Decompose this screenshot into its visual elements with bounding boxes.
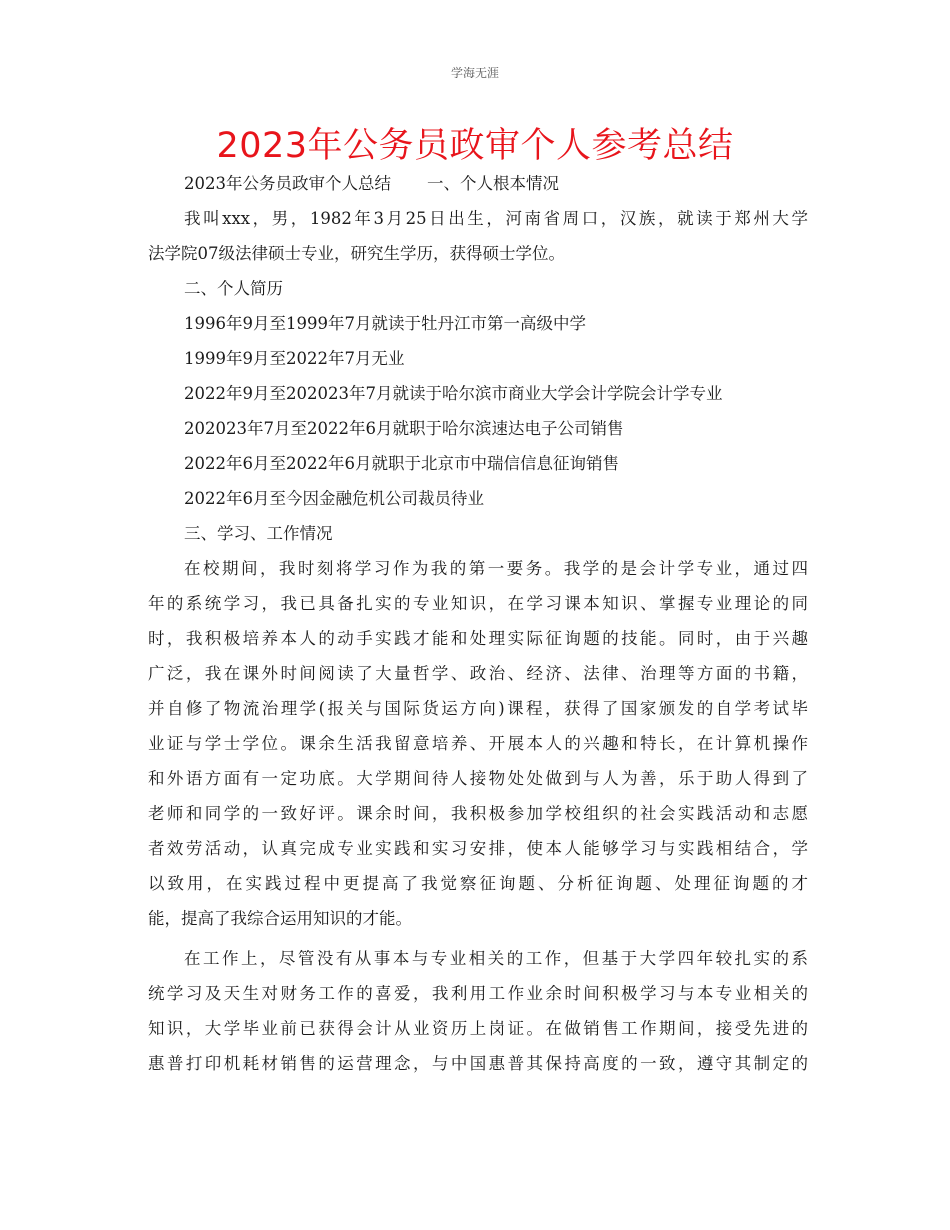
resume-item: 1999年9月至2022年7月无业 <box>184 349 405 368</box>
paragraph-line: 知识，大学毕业前已获得会计从业资历上岗证。在做销售工作期间，接受先进的 <box>148 1019 808 1038</box>
paragraph-line: 广泛，我在课外时间阅读了大量哲学、政治、经济、法律、治理等方面的书籍， <box>148 664 808 683</box>
resume-item: 2022年6月至今因金融危机公司裁员待业 <box>184 489 484 508</box>
intro-title: 2023年公务员政审个人总结 <box>184 174 391 193</box>
section-heading-resume: 二、个人简历 <box>184 279 283 298</box>
basic-info-line: 法学院07级法律硕士专业，研究生学历，获得硕士学位。 <box>148 244 565 263</box>
paragraph-line: 以致用，在实践过程中更提高了我觉察征询题、分析征询题、处理征询题的才 <box>148 874 808 893</box>
paragraph-line: 和外语方面有一定功底。大学期间待人接物处处做到与人为善，乐于助人得到了 <box>148 769 808 788</box>
paragraph-line: 时，我积极培养本人的动手实践才能和处理实际征询题的技能。同时，由于兴趣 <box>148 629 808 648</box>
intro-line <box>148 166 808 201</box>
paragraph-line: 惠普打印机耗材销售的运营理念，与中国惠普其保持高度的一致，遵守其制定的 <box>148 1054 808 1073</box>
document-body <box>148 166 808 1081</box>
paragraph-line: 统学习及天生对财务工作的喜爱，我利用工作业余时间积极学习与本专业相关的 <box>148 984 808 1003</box>
paragraph-line: 年的系统学习，我已具备扎实的专业知识，在学习课本知识、掌握专业理论的同 <box>148 594 808 613</box>
paragraph-line: 在工作上，尽管没有从事本与专业相关的工作，但基于大学四年较扎实的系 <box>184 949 808 968</box>
page-header: 学海无涯 <box>450 66 499 80</box>
paragraph-line: 在校期间，我时刻将学习作为我的第一要务。我学的是会计学专业，通过四 <box>184 559 808 578</box>
paragraph-line: 者效劳活动，认真完成专业实践和实习安排，使本人能够学习与实践相结合，学 <box>148 839 808 858</box>
paragraph-line: 并自修了物流治理学(报关与国际货运方向)课程，获得了国家颁发的自学考试毕 <box>148 699 808 718</box>
resume-item: 202023年7月至2022年6月就职于哈尔滨速达电子公司销售 <box>184 419 624 438</box>
paragraph-work <box>148 941 808 1081</box>
paragraph-study <box>148 551 808 936</box>
resume-item: 2022年6月至2022年6月就职于北京市中瑞信信息征询销售 <box>184 454 619 473</box>
paragraph-line: 老师和同学的一致好评。课余时间，我积极参加学校组织的社会实践活动和志愿 <box>148 804 808 823</box>
resume-item: 2022年9月至202023年7月就读于哈尔滨市商业大学会计学院会计学专业 <box>184 384 723 403</box>
paragraph-line: 能，提高了我综合运用知识的才能。 <box>148 909 412 928</box>
basic-info-line: 我叫xxx，男，1982年3月25日出生，河南省周口，汉族，就读于郑州大学 <box>184 209 808 228</box>
section-heading-study: 三、学习、工作情况 <box>184 524 333 543</box>
section-heading-basic: 一、个人根本情况 <box>427 174 559 193</box>
paragraph-line: 业证与学士学位。课余生活我留意培养、开展本人的兴趣和特长，在计算机操作 <box>148 734 808 753</box>
resume-item: 1996年9月至1999年7月就读于牡丹江市第一高级中学 <box>184 314 586 333</box>
page-title: 2023年公务员政审个人参考总结 <box>216 126 734 166</box>
